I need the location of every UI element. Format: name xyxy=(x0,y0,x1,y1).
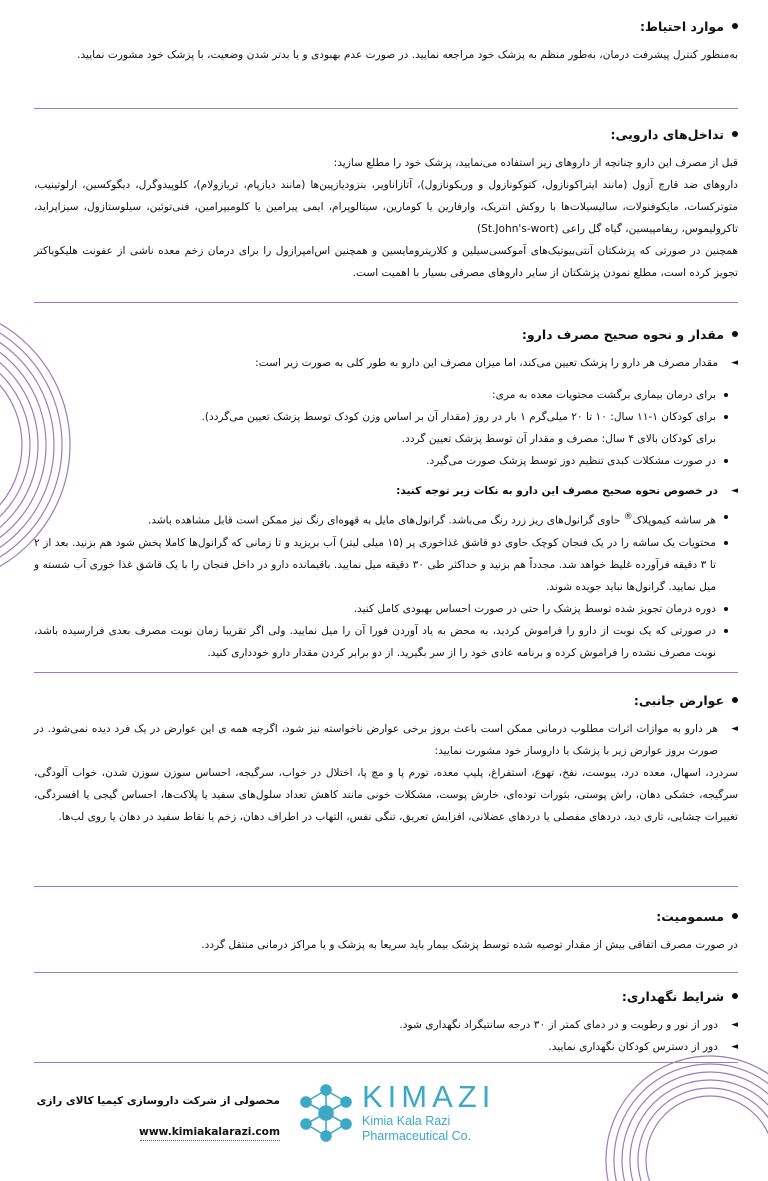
side-effects-intro-item xyxy=(34,718,738,762)
precautions-text: به‌منظور کنترل پیشرفت درمان، به‌طور منظم به پزشک خود مراجعه نمایید. در صورت عدم بهبودی و یا بدتر شدن وضعیت، با پزشک خود مشورت نمایید. xyxy=(77,49,738,61)
brand-line-1: Kimia Kala Razi xyxy=(362,1114,451,1128)
interactions-note: همچنین در صورتی که پزشکتان آنتی‌بیوتیک‌های آموکسی‌سیلین و کلاریترومایسین و همچنین اس‌امپرازول را برای درمان زخم معده ناشی از عفونت هلیکوباکتر تجویز کرده است، مطلع نمودن پزشکتان از سایر داروهای مصرفی بسیار با اهمیت است. xyxy=(34,245,738,279)
list-item xyxy=(34,506,716,532)
storage-section xyxy=(34,986,738,1058)
interactions-section xyxy=(34,124,738,284)
footer-company xyxy=(20,1090,280,1141)
brand-block xyxy=(362,1080,512,1144)
note-text-b: حاوی گرانول‌های ریز زرد رنگ می‌باشد. گرانول‌های مایل به قهوه‌ای رنگ نیز ممکن است قابل مشاهده باشد. xyxy=(147,514,624,527)
list-item: برای کودکان ۱-۱۱ سال: ۱۰ تا ۲۰ میلی‌گرم ۱ بار در روز (مقدار آن بر اساس وزن کودک توسط پزشک تعیین می‌گردد). xyxy=(34,406,716,428)
storage-title: شرایط نگهداری: xyxy=(621,988,724,1004)
list-item: در صورت مشکلات کبدی تنظیم دوز توسط پزشک صورت می‌گیرد. xyxy=(34,450,716,472)
overdose-section xyxy=(34,906,738,956)
overdose-heading xyxy=(34,906,738,926)
storage-heading xyxy=(34,986,738,1006)
interactions-title: تداخل‌های دارویی: xyxy=(610,126,724,142)
list-item: برای کودکان بالای ۴ سال: مصرف و مقدار آن توسط پزشک تعیین گردد. xyxy=(401,433,716,445)
divider xyxy=(34,302,738,303)
storage-item-text: دور از نور و رطوبت و در دمای کمتر از ۳۰ درجه سانتیگراد نگهداری شود. xyxy=(399,1019,718,1031)
divider xyxy=(34,972,738,973)
divider xyxy=(34,1062,738,1063)
decorative-arcs-right xyxy=(600,1050,768,1181)
triangle-arrow-icon: ◄ xyxy=(731,486,738,496)
triangle-arrow-icon: ◄ xyxy=(731,724,738,734)
divider xyxy=(34,886,738,887)
triangle-arrow-icon: ◄ xyxy=(731,1020,738,1030)
registered-mark: ® xyxy=(623,512,633,522)
brand-name: KIMAZI xyxy=(362,1079,496,1114)
storage-item-text: دور از دسترس کودکان نگهداری نمایید. xyxy=(548,1041,718,1053)
triangle-arrow-icon: ◄ xyxy=(731,358,738,368)
overdose-title: مسمومیت: xyxy=(656,908,724,924)
storage-item xyxy=(34,1036,738,1058)
list-item: برای درمان بیماری برگشت محتویات معده به مری: xyxy=(34,384,716,406)
bullet-dot-icon xyxy=(732,331,738,337)
dosage-heading xyxy=(34,324,738,344)
side-effects-title: عوارض جانبی: xyxy=(633,692,724,708)
storage-item xyxy=(34,1014,738,1036)
note-text-a: هر ساشه کیموپلاک xyxy=(632,514,716,527)
list-item: دوره درمان تجویز شده توسط پزشک را حتی در صورت احساس بهبودی کامل کنید. xyxy=(34,598,716,620)
bullet-dot-icon xyxy=(732,131,738,137)
bullet-dot-icon xyxy=(732,697,738,703)
brand-line-2: Pharmaceutical Co. xyxy=(362,1129,472,1143)
precautions-section xyxy=(34,16,738,66)
divider xyxy=(34,108,738,109)
interactions-drug-list: داروهای ضد قارچ آزول (مانند ایتراکونازول، کتوکونازول و وریکونازول)، آتازاناویر، بنزودیازپین‌ها (مانند دیازپام، تریازولام)، کلوپیدوگرل، دیگوکسین، ارلوتینیب، متوترکسات، مایکوفنولات، سالیسیلات‌ها با روکش انتریک، وارفارین یا کومارین، سیتالوپرام، ایمی پیرامین یا کلومیپرامین، فنی‌توئین، سیلوستازول، سیزاپراید، تاکرولیموس، ریفامپیسین، گیاه گل راعی (St.John's-wort) xyxy=(34,179,738,235)
dosage-notes-list xyxy=(34,506,738,664)
dosage-section xyxy=(34,324,738,664)
dosage-list xyxy=(34,384,738,472)
bullet-dot-icon xyxy=(732,913,738,919)
interactions-intro: قبل از مصرف این دارو چنانچه از داروهای زیر استفاده می‌نمایید، پزشک خود را مطلع سازید: xyxy=(333,157,738,169)
divider xyxy=(34,672,738,673)
bullet-dot-icon xyxy=(732,23,738,29)
side-effects-section xyxy=(34,690,738,828)
precautions-title: موارد احتیاط: xyxy=(640,18,724,34)
website-link[interactable]: www.kimiakalarazi.com xyxy=(139,1126,280,1138)
list-item: محتویات یک ساشه را در یک فنجان کوچک حاوی دو قاشق غذاخوری پر (۱۵ میلی لیتر) آب بریزید و تا زمانی که گرانول‌ها کاملا پخش شود هم بزنید. بعد از ۲ تا ۳ دقیقه فرآورده غلیظ خواهد شد. مجدداً هم بزنید و حداکثر طی ۳۰ دقیقه میل نمایید. باقیمانده دارو در داخل فنجان را با یک قاشق غذا خوری آب شسته و میل نمایید. گرانول‌ها نباید جویده شوند. xyxy=(34,532,716,598)
side-effects-list: سردرد، اسهال، معده درد، یبوست، نفخ، تهوع، استفراغ، پلیپ معده، تورم پا و مچ پا، اختلال در خواب، سرگیجه، احساس سوزن سوزن شدن، خواب آلودگی، سرگیجه، خشکی دهان، راش پوستی، بثورات توده‌ای، خارش پوست، مشکلات خونی مانند کاهش تعداد سلول‌های سفید یا پلاکت‌ها، احساس گیجی یا افسردگی، تغییرات چشایی، تاری دید، دردهای مفصلی یا دردهای عضلانی، افزایش تعریق، تنگی نفس، التهاب در اطراف دهان، زخم یا نقاط سفید در دهان یا روی لب‌ها. xyxy=(34,767,738,823)
side-effects-intro: هر دارو به موازات اثرات مطلوب درمانی ممکن است باعث بروز برخی عوارض ناخواسته نیز شود، اگرچه همه ی این عوارض در یک فرد دیده نمی‌شود. در صورت بروز عوارض زیر با پزشک یا داروساز خود مشورت نمایید: xyxy=(34,723,718,757)
dosage-intro-item xyxy=(34,352,738,374)
triangle-arrow-icon: ◄ xyxy=(731,1042,738,1052)
bullet-dot-icon xyxy=(732,993,738,999)
dosage-title: مقدار و نحوه صحیح مصرف دارو: xyxy=(521,326,724,342)
precautions-heading xyxy=(34,16,738,36)
list-item: در صورتی که یک نوبت از دارو را فراموش کردید، به محض به یاد آوردن فورا آن را میل نمایید. ولی اگر تقریبا زمان نوبت مصرف بعدی فرارسیده باشد، نوبت مصرف نشده را فراموش کرده و برنامه عادی خود را از سر بگیرید. از دو برابر کردن مقدار دارو خودداری کنید. xyxy=(34,620,716,664)
website-underline xyxy=(140,1140,280,1141)
dosage-notes-title: در خصوص نحوه صحیح مصرف این دارو به نکات زیر توجه کنید: xyxy=(396,485,718,497)
manufacturer-text: محصولی از شرکت داروسازی کیمیا کالای رازی xyxy=(36,1095,280,1107)
overdose-text: در صورت مصرف اتفاقی بیش از مقدار توصیه شده توسط پزشک بیمار باید سریعا به پزشک و یا مراکز درمانی منتقل گردد. xyxy=(201,939,738,951)
dosage-intro: مقدار مصرف هر دارو را پزشک تعیین می‌کند، اما میزان مصرف این دارو به طور کلی به صورت زیر است: xyxy=(255,357,718,369)
dosage-notes-item xyxy=(34,480,738,502)
side-effects-heading xyxy=(34,690,738,710)
interactions-heading xyxy=(34,124,738,144)
